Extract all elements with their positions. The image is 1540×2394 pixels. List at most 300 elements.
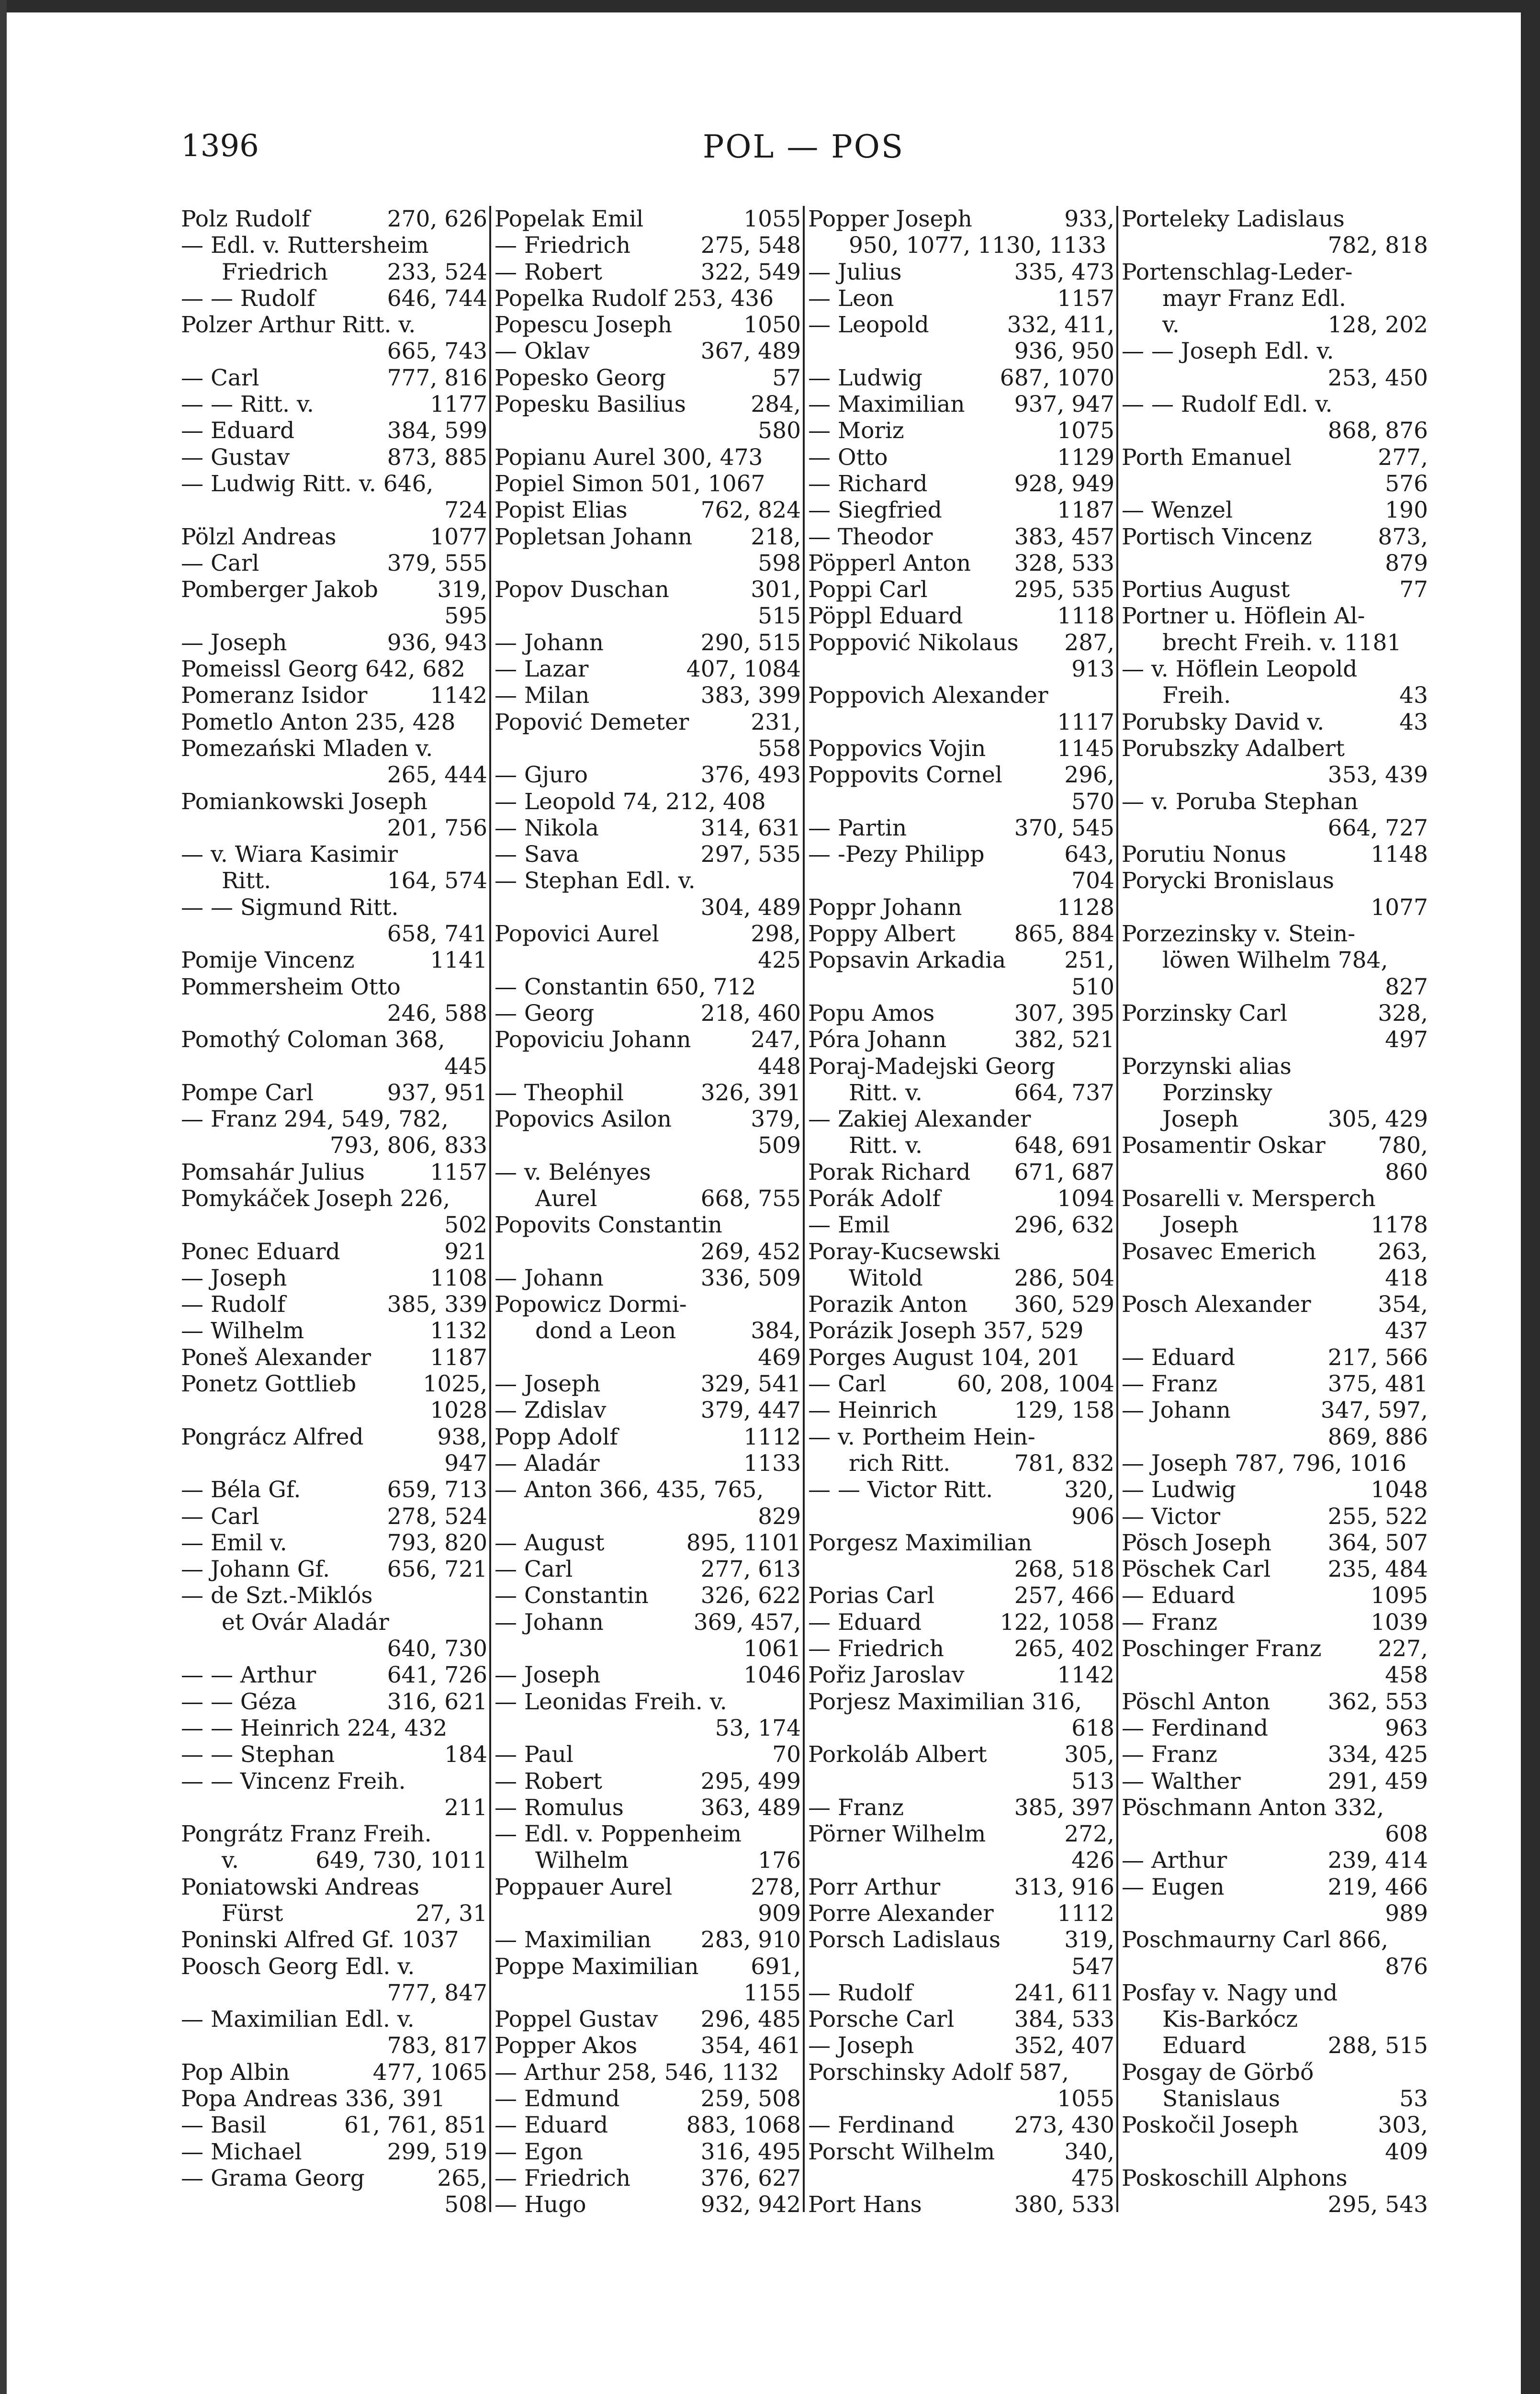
index-page-refs: 641, 726 <box>387 1662 487 1689</box>
index-entry-name: Popović Demeter <box>495 709 689 735</box>
index-page-refs: 190 <box>1385 497 1428 524</box>
index-line <box>495 2165 801 2191</box>
index-page-refs: 316, 621 <box>387 1688 487 1715</box>
index-line <box>808 338 1114 364</box>
index-entry-name: Porzinsky Carl <box>1122 1000 1288 1027</box>
index-entry-name: — Joseph <box>495 1371 601 1398</box>
index-entry-name: Poskočil Joseph <box>1122 2112 1299 2139</box>
index-line <box>1122 312 1428 338</box>
index-line <box>495 789 801 815</box>
index-page-refs: 363, 489 <box>700 1794 801 1821</box>
index-line <box>495 550 801 576</box>
index-line <box>495 259 801 285</box>
index-line <box>1122 1053 1428 1080</box>
index-line <box>1122 1212 1428 1238</box>
index-entry-name: Porkoláb Albert <box>808 1741 987 1768</box>
index-entry-name: Poppr Johann <box>808 894 962 921</box>
index-page-refs: 1177 <box>430 391 487 418</box>
index-line <box>1122 497 1428 523</box>
index-entry-name: — — Sigmund Ritt. <box>181 894 399 921</box>
index-entry-name: — Johann <box>495 1265 604 1291</box>
index-entry-name: — — Ritt. v. <box>181 391 314 418</box>
index-entry-name: — Arthur 258, 546, 1132 <box>495 2059 779 2086</box>
index-line <box>1122 1159 1428 1186</box>
index-entry-name: — Friedrich <box>808 1636 944 1662</box>
index-line <box>1122 1636 1428 1662</box>
index-page-refs: 1178 <box>1371 1212 1428 1239</box>
index-entry-name: Poppovics Vojin <box>808 735 986 762</box>
index-entry-name: Poppauer Aurel <box>495 1874 673 1900</box>
index-page-refs: 1118 <box>1057 603 1114 630</box>
index-entry-name: Porges August 104, 201 <box>808 1344 1081 1371</box>
index-line <box>181 1477 487 1503</box>
index-entry-name: — Robert <box>495 1768 602 1795</box>
index-line <box>495 947 801 973</box>
index-page-refs: 380, 533 <box>1014 2191 1114 2218</box>
index-page-refs: 515 <box>758 603 801 630</box>
index-entry-name: — Rudolf <box>808 1979 913 2006</box>
index-line <box>808 2112 1114 2138</box>
index-entry-name: — Carl <box>181 364 259 391</box>
index-page-refs: 288, 515 <box>1327 2033 1428 2059</box>
index-entry-name: — Eduard <box>1122 1582 1236 1609</box>
index-page-refs: 259, 508 <box>700 2086 801 2112</box>
index-page-refs: 296, 485 <box>700 2006 801 2033</box>
index-entry-name: — v. Höflein Leopold <box>1122 656 1358 683</box>
index-entry-name: rich Ritt. <box>849 1450 951 1477</box>
index-page-refs: 176 <box>758 1847 801 1874</box>
index-entry-name: — Franz <box>1122 1609 1218 1636</box>
index-page-refs: 129, 158 <box>1014 1397 1114 1424</box>
index-line <box>495 391 801 418</box>
index-entry-name: — -Pezy Philipp <box>808 841 985 868</box>
index-line <box>181 2165 487 2191</box>
index-line <box>181 1689 487 1715</box>
index-line <box>181 524 487 550</box>
index-line <box>808 576 1114 603</box>
index-entry-name: — — Vincenz Freih. <box>181 1768 406 1795</box>
index-page-refs: 383, 399 <box>700 682 801 709</box>
index-page-refs: 184 <box>444 1741 487 1768</box>
index-line <box>181 762 487 788</box>
index-line <box>1122 815 1428 841</box>
index-entry-name: Poschinger Franz <box>1122 1636 1322 1662</box>
index-entry-name: — Grama Georg <box>181 2165 365 2191</box>
index-page-refs: 277, <box>1378 444 1428 471</box>
index-entry-name: Pöschmann Anton 332, <box>1122 1794 1384 1821</box>
index-line <box>1122 789 1428 815</box>
index-page-refs: 301, <box>751 576 801 603</box>
index-line <box>181 1609 487 1636</box>
index-line <box>1122 550 1428 576</box>
index-entry-name: Poppy Albert <box>808 921 955 948</box>
index-line <box>1122 2059 1428 2086</box>
index-page-refs: 295, 543 <box>1327 2191 1428 2218</box>
index-page-refs: 304, 489 <box>700 894 801 921</box>
index-line <box>181 1636 487 1662</box>
index-page-refs: 782, 818 <box>1327 232 1428 259</box>
index-entry-name: Posch Alexander <box>1122 1291 1311 1318</box>
index-entry-name: Portius August <box>1122 576 1290 603</box>
index-line <box>1122 285 1428 312</box>
index-line <box>495 1821 801 1847</box>
index-entry-name: Porázik Joseph 357, 529 <box>808 1318 1084 1344</box>
index-page-refs: 53 <box>1399 2086 1428 2112</box>
index-page-refs: 1094 <box>1057 1185 1114 1212</box>
index-entry-name: Popa Andreas 336, 391 <box>181 2086 446 2112</box>
index-line <box>495 1053 801 1080</box>
index-page-refs: 928, 949 <box>1014 470 1114 497</box>
index-entry-name: Popov Duschan <box>495 576 669 603</box>
index-page-refs: 298, <box>751 921 801 948</box>
index-line <box>1122 841 1428 868</box>
index-page-refs: 1117 <box>1057 709 1114 735</box>
index-line <box>495 471 801 497</box>
index-line <box>495 709 801 735</box>
index-entry-name: Pop Albin <box>181 2059 290 2086</box>
index-page-refs: 1157 <box>1057 285 1114 312</box>
index-page-refs: 265, 402 <box>1014 1636 1114 1662</box>
index-page-refs: 305, 429 <box>1327 1106 1428 1133</box>
index-page-refs: 362, 553 <box>1327 1688 1428 1715</box>
index-page-refs: 876 <box>1385 1953 1428 1980</box>
index-line <box>1122 1503 1428 1530</box>
index-entry-name: Porzezinsky v. Stein- <box>1122 921 1356 948</box>
index-entry-name: Porak Richard <box>808 1159 971 1186</box>
index-page-refs: 303, <box>1378 2112 1428 2139</box>
index-page-refs: 868, 876 <box>1327 418 1428 444</box>
index-column-2 <box>495 206 801 2217</box>
index-entry-name: v. <box>222 1847 239 1874</box>
index-page-refs: 648, 691 <box>1014 1132 1114 1159</box>
index-line <box>495 974 801 1000</box>
index-page-refs: 296, <box>1064 762 1114 789</box>
index-page-refs: 286, 504 <box>1014 1265 1114 1291</box>
index-line <box>495 1265 801 1291</box>
index-page-refs: 354, <box>1378 1291 1428 1318</box>
index-page-refs: 77 <box>1399 576 1428 603</box>
index-entry-name: — Eduard <box>808 1609 922 1636</box>
index-entry-name: Popp Adolf <box>495 1423 618 1450</box>
index-line <box>181 497 487 523</box>
index-page-refs: 1128 <box>1057 894 1114 921</box>
index-entry-name: — Nikola <box>495 814 599 841</box>
index-line <box>181 841 487 868</box>
index-page-refs: 659, 713 <box>387 1477 487 1503</box>
index-line <box>808 894 1114 921</box>
index-line <box>808 1159 1114 1186</box>
index-line <box>495 524 801 550</box>
index-line <box>495 603 801 629</box>
index-page-refs: 376, 493 <box>700 762 801 789</box>
index-page-refs: 426 <box>1071 1847 1114 1874</box>
index-line <box>495 1847 801 1874</box>
index-entry-name: Porsche Carl <box>808 2006 955 2033</box>
index-page-refs: 219, 466 <box>1327 1874 1428 1900</box>
index-page-refs: 247, <box>751 1027 801 1053</box>
index-page-refs: 860 <box>1385 1159 1428 1186</box>
index-column-4 <box>1122 206 1428 2217</box>
index-entry-name: — Maximilian <box>495 1927 652 1954</box>
index-line <box>808 1954 1114 1980</box>
index-page-refs: 334, 425 <box>1327 1741 1428 1768</box>
index-entry-name: Porjesz Maximilian 316, <box>808 1688 1082 1715</box>
index-page-refs: 547 <box>1071 1953 1114 1980</box>
index-entry-name: Popsavin Arkadia <box>808 947 1006 974</box>
index-entry-name: — Theodor <box>808 523 933 550</box>
index-line <box>181 365 487 391</box>
index-entry-name: Porgesz Maximilian <box>808 1529 1032 1556</box>
index-page-refs: 936, 950 <box>1014 338 1114 365</box>
index-entry-name: Popper Akos <box>495 2033 638 2059</box>
index-page-refs: 656, 721 <box>387 1556 487 1583</box>
index-line <box>1122 418 1428 444</box>
index-line <box>808 1821 1114 1847</box>
index-entry-name: Porazik Anton <box>808 1291 968 1318</box>
index-page-refs: 347, 597, <box>1320 1397 1428 1424</box>
index-page-refs: 382, 521 <box>1014 1027 1114 1053</box>
index-line <box>808 206 1114 232</box>
index-line <box>1122 1980 1428 2006</box>
index-page-refs: 895, 1101 <box>686 1529 801 1556</box>
index-line <box>808 1715 1114 1741</box>
index-page-refs: 272, <box>1064 1821 1114 1848</box>
index-page-refs: 239, 414 <box>1327 1847 1428 1874</box>
index-entry-name: Porre Alexander <box>808 1900 994 1927</box>
index-line <box>1122 2006 1428 2033</box>
index-entry-name: Eduard <box>1162 2033 1247 2059</box>
index-entry-name: — Carl <box>181 1503 259 1530</box>
index-line <box>495 2139 801 2165</box>
index-page-refs: 128, 202 <box>1327 312 1428 339</box>
index-line <box>808 1741 1114 1768</box>
index-page-refs: 1112 <box>743 1423 801 1450</box>
index-line <box>495 2191 801 2218</box>
index-line <box>181 2112 487 2138</box>
index-line <box>1122 1768 1428 1795</box>
index-entry-name: Pösch Joseph <box>1122 1529 1272 1556</box>
index-entry-name: Porsch Ladislaus <box>808 1927 1001 1954</box>
index-entry-name: — Eugen <box>1122 1874 1225 1900</box>
index-entry-name: Poray-Kucsewski <box>808 1238 1000 1265</box>
index-line <box>495 735 801 762</box>
index-page-refs: 332, 411, <box>1007 312 1114 339</box>
index-entry-name: — Joseph <box>181 629 287 656</box>
index-page-refs: 275, 548 <box>700 232 801 259</box>
index-entry-name: — Basil <box>181 2112 267 2139</box>
index-page-refs: 227, <box>1378 1636 1428 1662</box>
index-line <box>808 2033 1114 2059</box>
scan-border-top <box>0 0 1540 12</box>
index-line <box>1122 1186 1428 1212</box>
column-rule <box>489 206 491 2212</box>
index-page-refs: 475 <box>1071 2165 1114 2191</box>
index-line <box>181 1530 487 1556</box>
index-page-refs: 257, 466 <box>1014 1582 1114 1609</box>
index-entry-name: — Emil <box>808 1212 890 1239</box>
index-line <box>181 338 487 364</box>
index-entry-name: Pomberger Jakob <box>181 576 378 603</box>
index-line <box>1122 1424 1428 1450</box>
index-page-refs: 322, 549 <box>700 259 801 285</box>
index-line <box>181 1450 487 1477</box>
index-page-refs: 425 <box>758 947 801 974</box>
scan-border-left <box>0 0 7 2394</box>
index-line <box>1122 2033 1428 2059</box>
index-entry-name: Pomeissl Georg 642, 682 <box>181 656 466 683</box>
index-page-refs: 570 <box>1071 788 1114 815</box>
index-line <box>495 921 801 947</box>
index-line <box>1122 2139 1428 2165</box>
index-page-refs: 793, 806, 833 <box>330 1132 487 1159</box>
index-line <box>495 1371 801 1397</box>
index-page-refs: 255, 522 <box>1327 1503 1428 1530</box>
index-page-refs: 932, 942 <box>700 2191 801 2218</box>
index-line <box>495 338 801 364</box>
index-line <box>181 1132 487 1159</box>
index-line <box>808 1927 1114 1953</box>
index-line <box>181 1291 487 1318</box>
index-entry-name: Pongrátz Franz Freih. <box>181 1821 432 1848</box>
index-entry-name: Posfay v. Nagy und <box>1122 1979 1338 2006</box>
index-page-refs: 879 <box>1385 550 1428 576</box>
index-line <box>181 418 487 444</box>
index-line <box>495 1239 801 1265</box>
index-line <box>808 471 1114 497</box>
index-entry-name: Ritt. v. <box>849 1079 922 1106</box>
index-entry-name: Porutiu Nonus <box>1122 841 1286 868</box>
index-line <box>181 1424 487 1450</box>
index-line <box>1122 603 1428 629</box>
index-line <box>1122 630 1428 656</box>
index-entry-name: Popesku Basilius <box>495 391 686 418</box>
index-entry-name: Pöschl Anton <box>1122 1688 1270 1715</box>
index-entry-name: — Johann Gf. <box>181 1556 330 1583</box>
index-line <box>495 1874 801 1900</box>
index-page-refs: 643, <box>1064 841 1114 868</box>
index-entry-name: — v. Belényes <box>495 1159 651 1186</box>
index-entry-name: — Ludwig <box>808 364 922 391</box>
index-entry-name: — Victor <box>1122 1503 1221 1530</box>
index-page-refs: 671, 687 <box>1014 1159 1114 1186</box>
index-line <box>808 1397 1114 1423</box>
index-line <box>808 418 1114 444</box>
index-page-refs: 829 <box>758 1503 801 1530</box>
index-entry-name: Ritt. <box>222 868 271 894</box>
index-page-refs: 409 <box>1385 2138 1428 2165</box>
index-entry-name: — Egon <box>495 2138 583 2165</box>
index-entry-name: — Joseph 787, 796, 1016 <box>1122 1450 1407 1477</box>
index-line <box>495 285 801 312</box>
index-page-refs: 263, <box>1378 1238 1428 1265</box>
index-page-refs: 1048 <box>1371 1477 1428 1503</box>
index-line <box>181 1344 487 1371</box>
index-line <box>495 1000 801 1027</box>
index-page-refs: 268, 518 <box>1014 1556 1114 1583</box>
index-entry-name: — Siegfried <box>808 497 942 524</box>
index-line <box>1122 206 1428 232</box>
index-line <box>808 735 1114 762</box>
index-entry-name: Porycki Bronislaus <box>1122 868 1334 894</box>
index-line <box>495 894 801 921</box>
index-line <box>1122 1874 1428 1900</box>
index-page-refs: 909 <box>758 1900 801 1927</box>
index-page-refs: 1055 <box>1057 2086 1114 2112</box>
index-page-refs: 328, <box>1378 1000 1428 1027</box>
index-line <box>495 2059 801 2086</box>
index-page-refs: 1077 <box>1371 894 1428 921</box>
index-entry-name: Poninski Alfred Gf. 1037 <box>181 1927 459 1954</box>
index-entry-name: — Hugo <box>495 2191 586 2218</box>
index-entry-name: — Johann <box>495 629 604 656</box>
index-entry-name: Posarelli v. Mersperch <box>1122 1185 1376 1212</box>
index-line <box>1122 1530 1428 1556</box>
index-line <box>808 1636 1114 1662</box>
index-entry-name: Pongrácz Alfred <box>181 1423 364 1450</box>
index-line <box>1122 1106 1428 1132</box>
index-line <box>181 1106 487 1132</box>
index-line <box>808 1530 1114 1556</box>
index-entry-name: Porzinsky <box>1162 1079 1272 1106</box>
index-line <box>1122 735 1428 762</box>
index-line <box>181 259 487 285</box>
index-line <box>181 1927 487 1953</box>
index-line <box>1122 1715 1428 1741</box>
index-page-refs: 477, 1065 <box>372 2059 487 2086</box>
index-line <box>808 1980 1114 2006</box>
index-entry-name: — Gustav <box>181 444 290 471</box>
index-line <box>808 762 1114 788</box>
index-line <box>495 868 801 894</box>
index-line <box>495 1080 801 1106</box>
index-entry-name: — Joseph <box>808 2033 914 2059</box>
index-line <box>181 391 487 418</box>
index-page-refs: 27, 31 <box>416 1900 487 1927</box>
index-line <box>495 1900 801 1927</box>
index-page-refs: 865, 884 <box>1014 921 1114 948</box>
index-page-refs: 445 <box>444 1053 487 1080</box>
index-line <box>1122 1821 1428 1847</box>
index-page-refs: 989 <box>1385 1900 1428 1927</box>
index-entry-name: — Sava <box>495 841 579 868</box>
index-entry-name: Poppel Gustav <box>495 2006 658 2033</box>
index-entry-name: Polzer Arthur Ritt. v. <box>181 312 416 339</box>
index-entry-name: Poskoschill Alphons <box>1122 2165 1348 2191</box>
index-entry-name: — Ludwig Ritt. v. 646, <box>181 470 434 497</box>
index-page-refs: 246, 588 <box>387 1000 487 1027</box>
index-line <box>181 974 487 1000</box>
index-entry-name: Ponec Eduard <box>181 1238 340 1265</box>
index-entry-name: — Béla Gf. <box>181 1477 301 1503</box>
index-line <box>1122 1477 1428 1503</box>
index-line <box>808 1768 1114 1795</box>
index-page-refs: 724 <box>444 497 487 524</box>
index-entry-name: — Robert <box>495 259 602 285</box>
index-page-refs: 1061 <box>743 1636 801 1662</box>
index-entry-name: — Rudolf <box>181 1291 286 1318</box>
index-page-refs: 364, 507 <box>1327 1529 1428 1556</box>
index-line <box>495 630 801 656</box>
index-entry-name: dond a Leon <box>535 1318 676 1344</box>
index-line <box>181 1186 487 1212</box>
index-page-refs: 691, <box>751 1953 801 1980</box>
index-entry-name: — — Géza <box>181 1688 297 1715</box>
index-page-refs: 376, 627 <box>700 2165 801 2191</box>
index-page-refs: 295, 499 <box>700 1768 801 1795</box>
index-line <box>1122 1397 1428 1423</box>
index-line <box>808 1186 1114 1212</box>
index-entry-name: mayr Franz Edl. <box>1162 285 1346 312</box>
